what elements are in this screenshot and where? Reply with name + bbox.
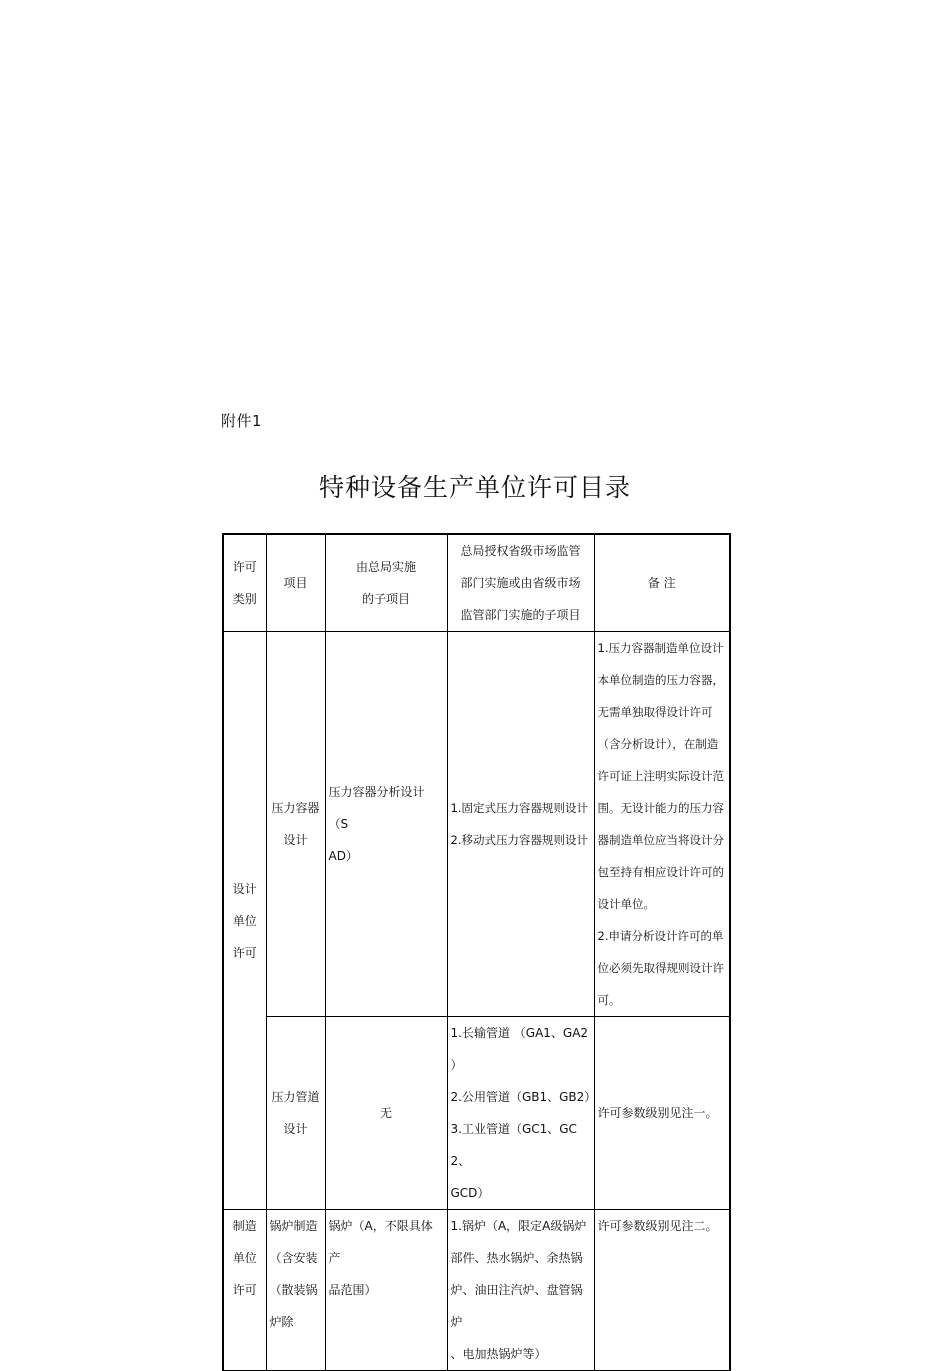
license-catalog-table-wrapper xyxy=(222,533,731,1371)
pipeline-provincial-sub-cell: 1.长输管道 （GA1、GA2 ） 2.公用管道（GB1、GB2） 3.工业管道（GC1、GC2、 GCD） xyxy=(447,1017,594,1210)
header-central-sub: 由总局实施 的子项目 xyxy=(325,534,447,632)
header-remarks: 备 注 xyxy=(594,534,730,632)
table-row xyxy=(223,632,730,1017)
license-catalog-table xyxy=(222,533,731,1371)
document-title: 特种设备生产单位许可目录 xyxy=(318,473,631,502)
table-row xyxy=(223,1017,730,1210)
pipeline-project-cell: 压力管道 设计 xyxy=(266,1017,325,1210)
pipeline-remarks-cell: 许可参数级别见注一。 xyxy=(594,1017,730,1210)
boiler-project-cell: 锅炉制造 （含安装 （散装锅 炉除 xyxy=(266,1210,325,1371)
header-category: 许可 类别 xyxy=(223,534,266,632)
design-category-cell: 设计 单位 许可 xyxy=(223,632,266,1210)
table-row xyxy=(223,1210,730,1371)
boiler-provincial-sub-cell: 1.锅炉（A，限定A级锅炉 部件、热水锅炉、余热锅 炉、油田注汽炉、盘管锅炉 、电加热锅炉等） xyxy=(447,1210,594,1371)
vessel-provincial-sub-cell: 1.固定式压力容器规则设计 2.移动式压力容器规则设计 xyxy=(447,632,594,1017)
header-project: 项目 xyxy=(266,534,325,632)
vessel-remarks-cell: 1.压力容器制造单位设计 本单位制造的压力容器， 无需单独取得设计许可 （含分析设计），在制造 许可证上注明实际设计范 围。无设计能力的压力容 器制造单位应当将设计分 包至持有相应设计许可的 设计单位。 2.申请分析设计许可的单 位必须先取得规则设计许 可。 xyxy=(594,632,730,1017)
header-provincial-sub: 总局授权省级市场监管 部门实施或由省级市场 监管部门实施的子项目 xyxy=(447,534,594,632)
table-header-row xyxy=(223,534,730,632)
vessel-central-sub-cell: 压力容器分析设计（S AD） xyxy=(325,632,447,1017)
vessel-project-cell: 压力容器 设计 xyxy=(266,632,325,1017)
attachment-label: 附件1 xyxy=(221,412,263,430)
pipeline-central-sub-cell: 无 xyxy=(325,1017,447,1210)
manufacture-category-cell: 制造 单位 许可 xyxy=(223,1210,266,1371)
boiler-central-sub-cell: 锅炉（A，不限具体产 品范围） xyxy=(325,1210,447,1371)
boiler-remarks-cell: 许可参数级别见注二。 xyxy=(594,1210,730,1371)
